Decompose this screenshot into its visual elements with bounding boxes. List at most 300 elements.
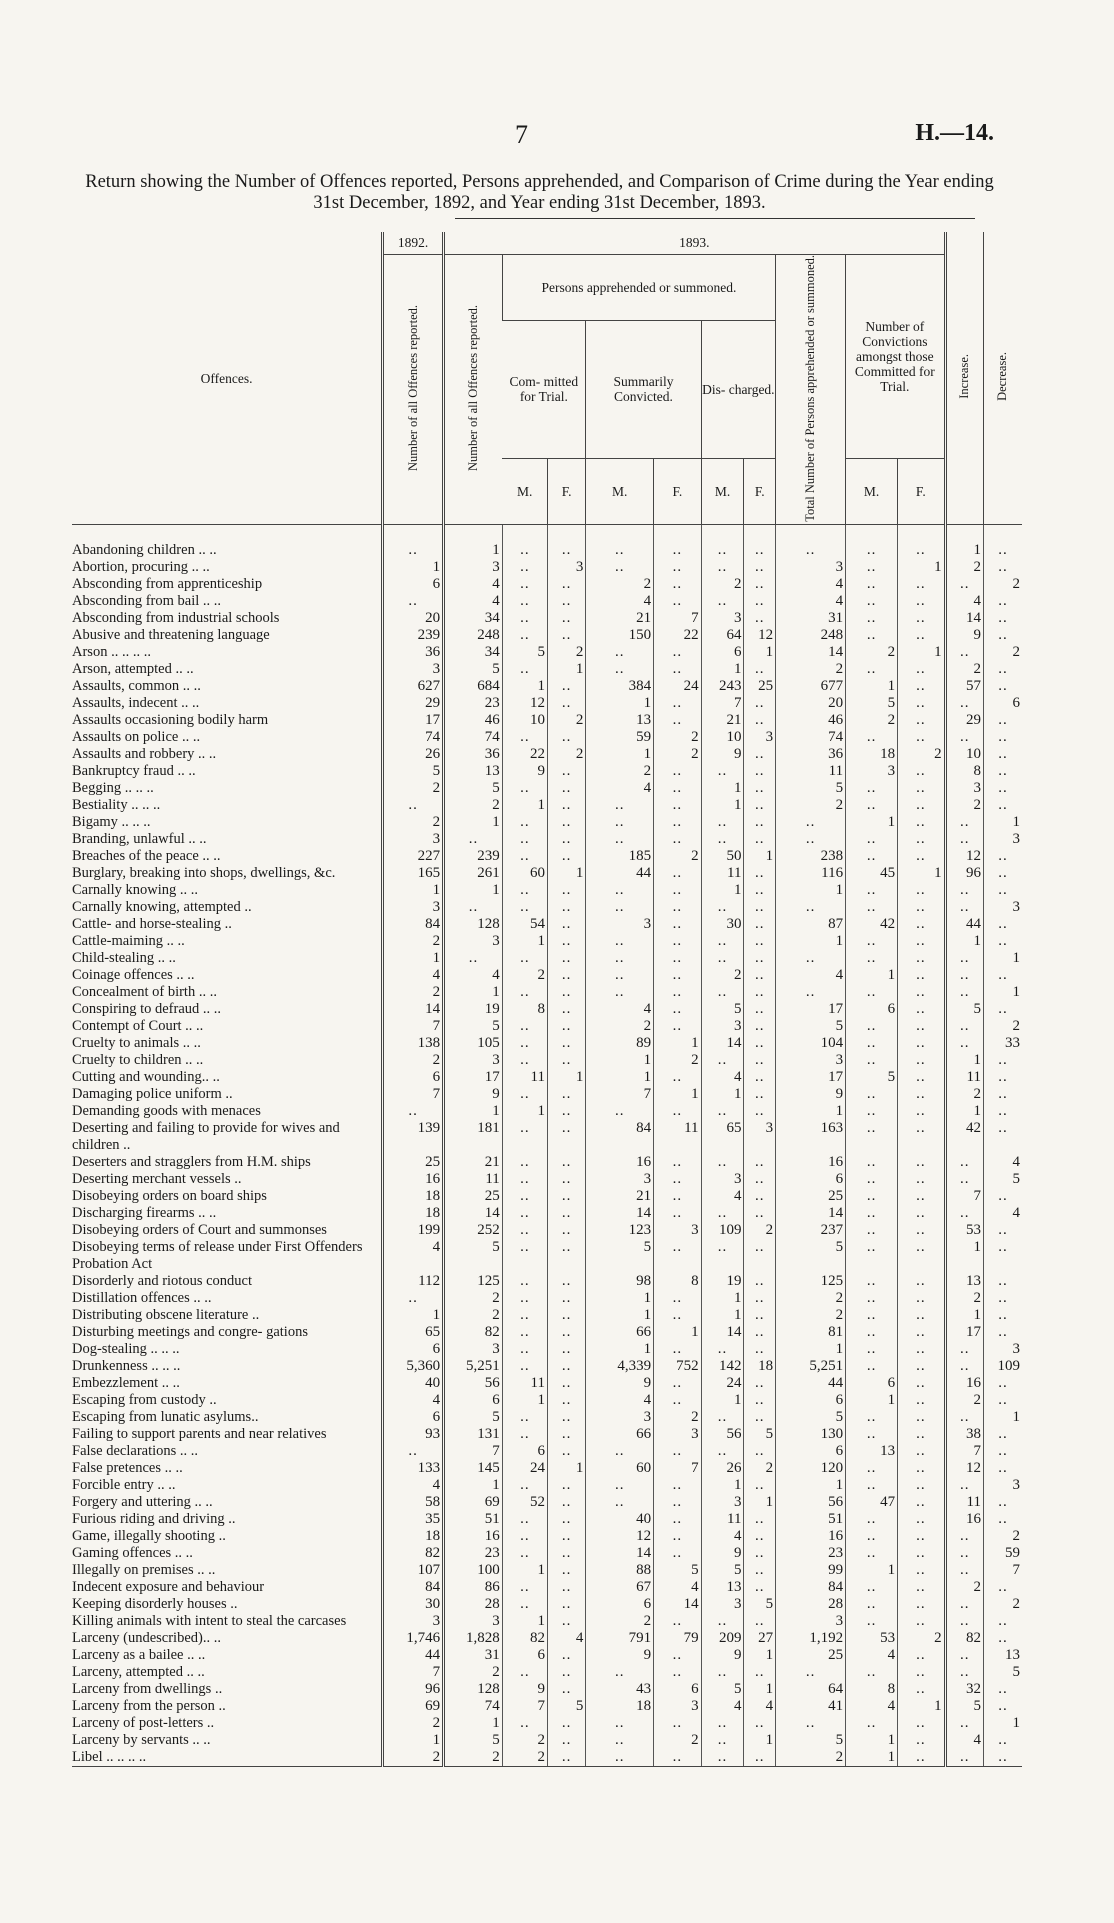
table-cell: .. (744, 967, 776, 984)
table-cell: 4 (383, 1392, 444, 1409)
table-cell: .. (898, 1494, 946, 1511)
table-cell: .. (654, 661, 701, 678)
table-cell: 13 (701, 1579, 744, 1596)
table-cell: .. (502, 1341, 547, 1358)
table-cell: .. (945, 1528, 983, 1545)
table-cell: .. (744, 559, 776, 576)
offence-name: Contempt of Court .. .. (72, 1018, 204, 1035)
table-cell: 2 (945, 1290, 983, 1307)
table-cell: 2 (776, 1749, 846, 1767)
table-cell: .. (547, 1749, 585, 1767)
offence-name: Breaches of the peace .. .. (72, 848, 221, 865)
table-cell: 30 (701, 916, 744, 933)
table-cell: 1 (383, 882, 444, 899)
table-cell: .. (744, 1324, 776, 1341)
table-cell: .. (547, 1647, 585, 1664)
table-cell: 27 (744, 1630, 776, 1647)
offence-name: Forcible entry .. .. (72, 1477, 176, 1494)
table-cell: .. (744, 542, 776, 559)
table-row (72, 1103, 1022, 1120)
table-cell: .. (846, 780, 898, 797)
table-cell: .. (846, 1460, 898, 1477)
table-row (72, 984, 1022, 1001)
table-cell: .. (898, 780, 946, 797)
table-cell: .. (846, 1358, 898, 1375)
table-cell: .. (654, 865, 701, 882)
table-row (72, 763, 1022, 780)
table-cell: 2 (654, 1409, 701, 1426)
table-cell: 18 (744, 1358, 776, 1375)
table-cell: .. (898, 593, 946, 610)
table-cell: .. (502, 882, 547, 899)
table-cell: .. (701, 1052, 744, 1069)
table-row (72, 610, 1022, 627)
table-cell: 10 (701, 729, 744, 746)
table-cell: .. (846, 1307, 898, 1324)
table-cell: 2 (654, 848, 701, 865)
table-cell: .. (846, 882, 898, 899)
table-cell: .. (654, 814, 701, 831)
table-cell: 209 (701, 1630, 744, 1647)
table-cell: .. (502, 899, 547, 916)
table-cell: 84 (383, 916, 444, 933)
table-cell: 1 (444, 882, 503, 899)
table-cell: .. (547, 1052, 585, 1069)
table-cell: .. (547, 1205, 585, 1222)
table-cell: 74 (444, 729, 503, 746)
table-row (72, 1392, 1022, 1409)
table-cell: .. (898, 848, 946, 865)
table-cell: .. (547, 1086, 585, 1103)
table-cell: 3 (444, 1052, 503, 1069)
table-row (72, 644, 1022, 661)
table-cell: .. (846, 1477, 898, 1494)
table-cell: .. (502, 542, 547, 559)
table-cell: 51 (776, 1511, 846, 1528)
convictions-header: Number of Convictions amongst those Committed for Trial. (846, 254, 945, 458)
table-cell: .. (654, 644, 701, 661)
table-row (72, 916, 1022, 933)
table-cell: 3 (744, 729, 776, 746)
table-cell: .. (502, 1290, 547, 1307)
table-cell: .. (654, 1511, 701, 1528)
table-cell: 2 (586, 1613, 654, 1630)
table-cell: .. (547, 695, 585, 712)
table-cell: 19 (444, 1001, 503, 1018)
table-cell: 29 (383, 695, 444, 712)
table-cell: 1,828 (444, 1630, 503, 1647)
summarily-f-header: F. (654, 458, 701, 525)
table-cell: 11 (945, 1494, 983, 1511)
table-cell: .. (846, 1511, 898, 1528)
table-cell: 3 (983, 1477, 1022, 1494)
table-cell: 5 (945, 1698, 983, 1715)
table-cell: .. (898, 1154, 946, 1171)
offence-name: False declarations .. .. (72, 1443, 199, 1460)
table-cell: 36 (776, 746, 846, 763)
table-cell: 128 (444, 1681, 503, 1698)
table-cell: .. (898, 1613, 946, 1630)
table-cell: 1 (383, 1307, 444, 1324)
table-cell: .. (586, 644, 654, 661)
table-cell: 130 (776, 1426, 846, 1443)
table-cell: 2 (701, 576, 744, 593)
table-row (72, 933, 1022, 950)
table-cell: 17 (444, 1069, 503, 1086)
table-cell: 5 (776, 1018, 846, 1035)
table-cell: .. (744, 661, 776, 678)
table-cell: .. (983, 1103, 1022, 1120)
table-cell: 4 (444, 576, 503, 593)
table-cell: .. (898, 1579, 946, 1596)
offence-name: Assaults and robbery .. .. (72, 746, 217, 763)
table-row (72, 1613, 1022, 1630)
table-cell: .. (983, 661, 1022, 678)
table-cell: .. (983, 1392, 1022, 1409)
table-cell: .. (898, 627, 946, 644)
table-cell: .. (547, 1358, 585, 1375)
table-cell: 54 (502, 916, 547, 933)
table-cell: 9 (586, 1647, 654, 1664)
table-cell: .. (744, 1664, 776, 1681)
table-cell: .. (586, 1749, 654, 1767)
table-cell: .. (586, 950, 654, 967)
table-cell: .. (898, 610, 946, 627)
table-row (72, 1596, 1022, 1613)
table-cell: 20 (383, 610, 444, 627)
table-cell: .. (547, 1579, 585, 1596)
table-row (72, 1749, 1022, 1767)
table-cell: .. (701, 984, 744, 1001)
table-cell: .. (945, 1477, 983, 1494)
table-cell: .. (744, 1018, 776, 1035)
table-cell: .. (744, 1035, 776, 1052)
table-row (72, 1188, 1022, 1205)
table-row (72, 882, 1022, 899)
offence-name: Carnally knowing, attempted .. (72, 899, 252, 916)
table-cell: 1,192 (776, 1630, 846, 1647)
table-cell: .. (701, 1664, 744, 1681)
table-cell: .. (701, 1613, 744, 1630)
discharged-m-header: M. (701, 458, 744, 525)
table-cell: .. (502, 1035, 547, 1052)
table-cell: 44 (586, 865, 654, 882)
table-cell: 38 (945, 1426, 983, 1443)
table-row (72, 542, 1022, 559)
table-cell: .. (945, 984, 983, 1001)
table-cell: .. (547, 1426, 585, 1443)
table-cell: .. (945, 1647, 983, 1664)
table-cell: .. (846, 559, 898, 576)
table-cell: 1 (898, 865, 946, 882)
table-cell: .. (444, 950, 503, 967)
offence-name: Conspiring to defraud .. .. (72, 1001, 222, 1018)
table-row (72, 1341, 1022, 1358)
table-cell: .. (502, 780, 547, 797)
table-cell: 5 (983, 1171, 1022, 1188)
table-cell: 1 (776, 1341, 846, 1358)
table-cell: .. (547, 1494, 585, 1511)
offence-name: Embezzlement .. .. (72, 1375, 180, 1392)
table-cell: 9 (502, 763, 547, 780)
decrease-header: Decrease. (983, 232, 1022, 525)
table-cell: 4 (383, 1477, 444, 1494)
table-cell: .. (547, 1477, 585, 1494)
table-cell: 1 (744, 848, 776, 865)
table-cell: 7 (945, 1188, 983, 1205)
table-cell: .. (983, 1222, 1022, 1239)
table-cell: 60 (502, 865, 547, 882)
table-cell: .. (654, 1613, 701, 1630)
table-cell: .. (547, 576, 585, 593)
table-row (72, 593, 1022, 610)
table-cell: 2 (701, 967, 744, 984)
table-cell: .. (898, 1562, 946, 1579)
table-cell: 66 (586, 1426, 654, 1443)
table-cell: .. (898, 1205, 946, 1222)
table-cell: 2 (444, 797, 503, 814)
table-cell: .. (744, 746, 776, 763)
table-cell: 3 (744, 1120, 776, 1154)
table-cell: 59 (983, 1545, 1022, 1562)
table-cell: .. (502, 848, 547, 865)
table-cell: .. (846, 1018, 898, 1035)
table-cell: 150 (586, 627, 654, 644)
table-cell: .. (654, 1545, 701, 1562)
table-cell: .. (983, 593, 1022, 610)
table-cell: 791 (586, 1630, 654, 1647)
table-cell: .. (654, 780, 701, 797)
table-cell: .. (586, 1664, 654, 1681)
table-cell: 69 (444, 1494, 503, 1511)
table-cell: 2 (586, 576, 654, 593)
offence-name: Coinage offences .. .. (72, 967, 195, 984)
offence-name: Libel .. .. .. .. (72, 1749, 383, 1767)
table-cell: 684 (444, 678, 503, 695)
table-cell: 5,251 (776, 1358, 846, 1375)
table-cell: .. (547, 797, 585, 814)
table-cell: .. (898, 1290, 946, 1307)
table-cell: .. (701, 1732, 744, 1749)
table-cell: .. (744, 1069, 776, 1086)
table-cell: 45 (846, 865, 898, 882)
table-cell: .. (744, 763, 776, 780)
year-1893-header: 1893. (444, 232, 946, 254)
table-cell: 6 (502, 1647, 547, 1664)
table-cell: 239 (383, 627, 444, 644)
table-cell: 1 (701, 1307, 744, 1324)
table-cell: .. (846, 1596, 898, 1613)
table-cell: .. (898, 1477, 946, 1494)
table-cell: .. (776, 831, 846, 848)
table-cell: .. (983, 746, 1022, 763)
table-cell: .. (547, 950, 585, 967)
table-cell: .. (898, 1222, 946, 1239)
table-cell: .. (654, 763, 701, 780)
table-cell: 6 (383, 576, 444, 593)
table-cell: .. (898, 1426, 946, 1443)
table-cell: .. (983, 1239, 1022, 1273)
table-cell: 3 (776, 1052, 846, 1069)
table-cell: .. (547, 882, 585, 899)
table-cell: .. (945, 831, 983, 848)
table-cell: .. (898, 1239, 946, 1273)
offence-name: Assaults, indecent .. .. (72, 695, 200, 712)
table-cell: .. (547, 1154, 585, 1171)
table-row (72, 627, 1022, 644)
table-cell: .. (502, 1273, 547, 1290)
offences-header: Offences. (72, 232, 383, 525)
table-cell: .. (898, 695, 946, 712)
convictions-m-header: M. (846, 458, 898, 525)
table-cell: .. (983, 1630, 1022, 1647)
table-cell: .. (898, 1528, 946, 1545)
table-cell: 21 (586, 610, 654, 627)
table-cell: 60 (586, 1460, 654, 1477)
table-row (72, 1681, 1022, 1698)
table-cell: 133 (383, 1460, 444, 1477)
table-cell: 3 (444, 1341, 503, 1358)
table-row (72, 678, 1022, 695)
table-cell: 64 (701, 627, 744, 644)
table-cell: 4 (586, 1001, 654, 1018)
table-cell: .. (383, 1103, 444, 1120)
table-row (72, 865, 1022, 882)
table-cell: .. (586, 1103, 654, 1120)
table-cell: 2 (776, 1290, 846, 1307)
table-cell: 5 (502, 644, 547, 661)
table-cell: 3 (547, 559, 585, 576)
table-cell: .. (586, 967, 654, 984)
table-cell: 12 (744, 627, 776, 644)
table-cell: .. (586, 899, 654, 916)
table-cell: .. (846, 627, 898, 644)
table-row (72, 695, 1022, 712)
year-1892-header: 1892. (383, 232, 444, 254)
table-cell: .. (547, 1664, 585, 1681)
table-cell: .. (547, 831, 585, 848)
table-cell: 13 (983, 1647, 1022, 1664)
table-cell: .. (654, 1205, 701, 1222)
table-cell: 86 (444, 1579, 503, 1596)
table-cell: .. (776, 899, 846, 916)
table-cell: 44 (776, 1375, 846, 1392)
table-cell: .. (744, 1052, 776, 1069)
table-cell: .. (654, 899, 701, 916)
table-cell: .. (547, 1528, 585, 1545)
table-cell: 4 (945, 593, 983, 610)
table-cell: .. (898, 1681, 946, 1698)
table-cell: 1 (586, 1052, 654, 1069)
table-row (72, 950, 1022, 967)
table-cell: 107 (383, 1562, 444, 1579)
table-cell: 131 (444, 1426, 503, 1443)
table-cell: 116 (776, 865, 846, 882)
table-cell: .. (744, 1205, 776, 1222)
table-cell: 16 (945, 1375, 983, 1392)
offence-name: Bestiality .. .. .. (72, 797, 161, 814)
table-cell: .. (502, 1052, 547, 1069)
table-cell: 1 (776, 1103, 846, 1120)
offence-name: Disobeying terms of release under First Offenders Probation Act (72, 1239, 363, 1273)
discharged-header: Dis- charged. (701, 321, 776, 459)
table-cell: 627 (383, 678, 444, 695)
table-cell: .. (898, 814, 946, 831)
table-cell: 42 (846, 916, 898, 933)
table-cell: .. (383, 1443, 444, 1460)
table-cell: .. (444, 831, 503, 848)
table-cell: .. (945, 1613, 983, 1630)
table-cell: .. (654, 542, 701, 559)
table-cell: 3 (383, 899, 444, 916)
table-cell: 32 (945, 1681, 983, 1698)
table-cell: 11 (776, 763, 846, 780)
table-cell: 1 (776, 882, 846, 899)
table-row (72, 661, 1022, 678)
table-cell: .. (654, 1154, 701, 1171)
table-cell: .. (654, 695, 701, 712)
table-row (72, 1562, 1022, 1579)
table-cell: .. (744, 712, 776, 729)
table-cell: .. (744, 984, 776, 1001)
table-cell: .. (983, 712, 1022, 729)
table-cell: 243 (701, 678, 744, 695)
table-row (72, 1273, 1022, 1290)
table-cell: 14 (701, 1035, 744, 1052)
table-cell: .. (983, 1069, 1022, 1086)
table-cell: 261 (444, 865, 503, 882)
table-cell: .. (701, 1749, 744, 1767)
table-cell: 3 (383, 831, 444, 848)
table-cell: 26 (383, 746, 444, 763)
table-cell: .. (502, 593, 547, 610)
table-cell: 3 (701, 1494, 744, 1511)
table-cell: .. (846, 1545, 898, 1562)
table-cell: 2 (444, 1307, 503, 1324)
table-cell: 34 (444, 644, 503, 661)
table-cell: 1 (945, 1052, 983, 1069)
table-cell: .. (502, 576, 547, 593)
offence-name: Demanding goods with menaces (72, 1103, 261, 1120)
table-cell: .. (898, 1715, 946, 1732)
table-cell: 238 (776, 848, 846, 865)
table-cell: 40 (383, 1375, 444, 1392)
table-cell: .. (776, 1715, 846, 1732)
table-cell: .. (744, 1511, 776, 1528)
table-cell: .. (898, 882, 946, 899)
table-cell: 9 (945, 627, 983, 644)
table-row (72, 576, 1022, 593)
table-cell: .. (586, 559, 654, 576)
offence-name: Arson .. .. .. .. (72, 644, 151, 661)
table-cell: .. (502, 984, 547, 1001)
table-cell: .. (846, 1715, 898, 1732)
table-cell: 3 (586, 1171, 654, 1188)
table-cell: .. (502, 1188, 547, 1205)
table-cell: .. (744, 1545, 776, 1562)
table-cell: .. (983, 916, 1022, 933)
table-cell: .. (586, 1715, 654, 1732)
table-cell: .. (945, 1341, 983, 1358)
table-cell: 6 (846, 1375, 898, 1392)
table-cell: .. (701, 831, 744, 848)
table-cell: .. (654, 1188, 701, 1205)
table-row (72, 1222, 1022, 1239)
table-cell: 1 (654, 1035, 701, 1052)
table-cell: 36 (444, 746, 503, 763)
table-cell: .. (744, 1086, 776, 1103)
table-cell: .. (744, 1171, 776, 1188)
